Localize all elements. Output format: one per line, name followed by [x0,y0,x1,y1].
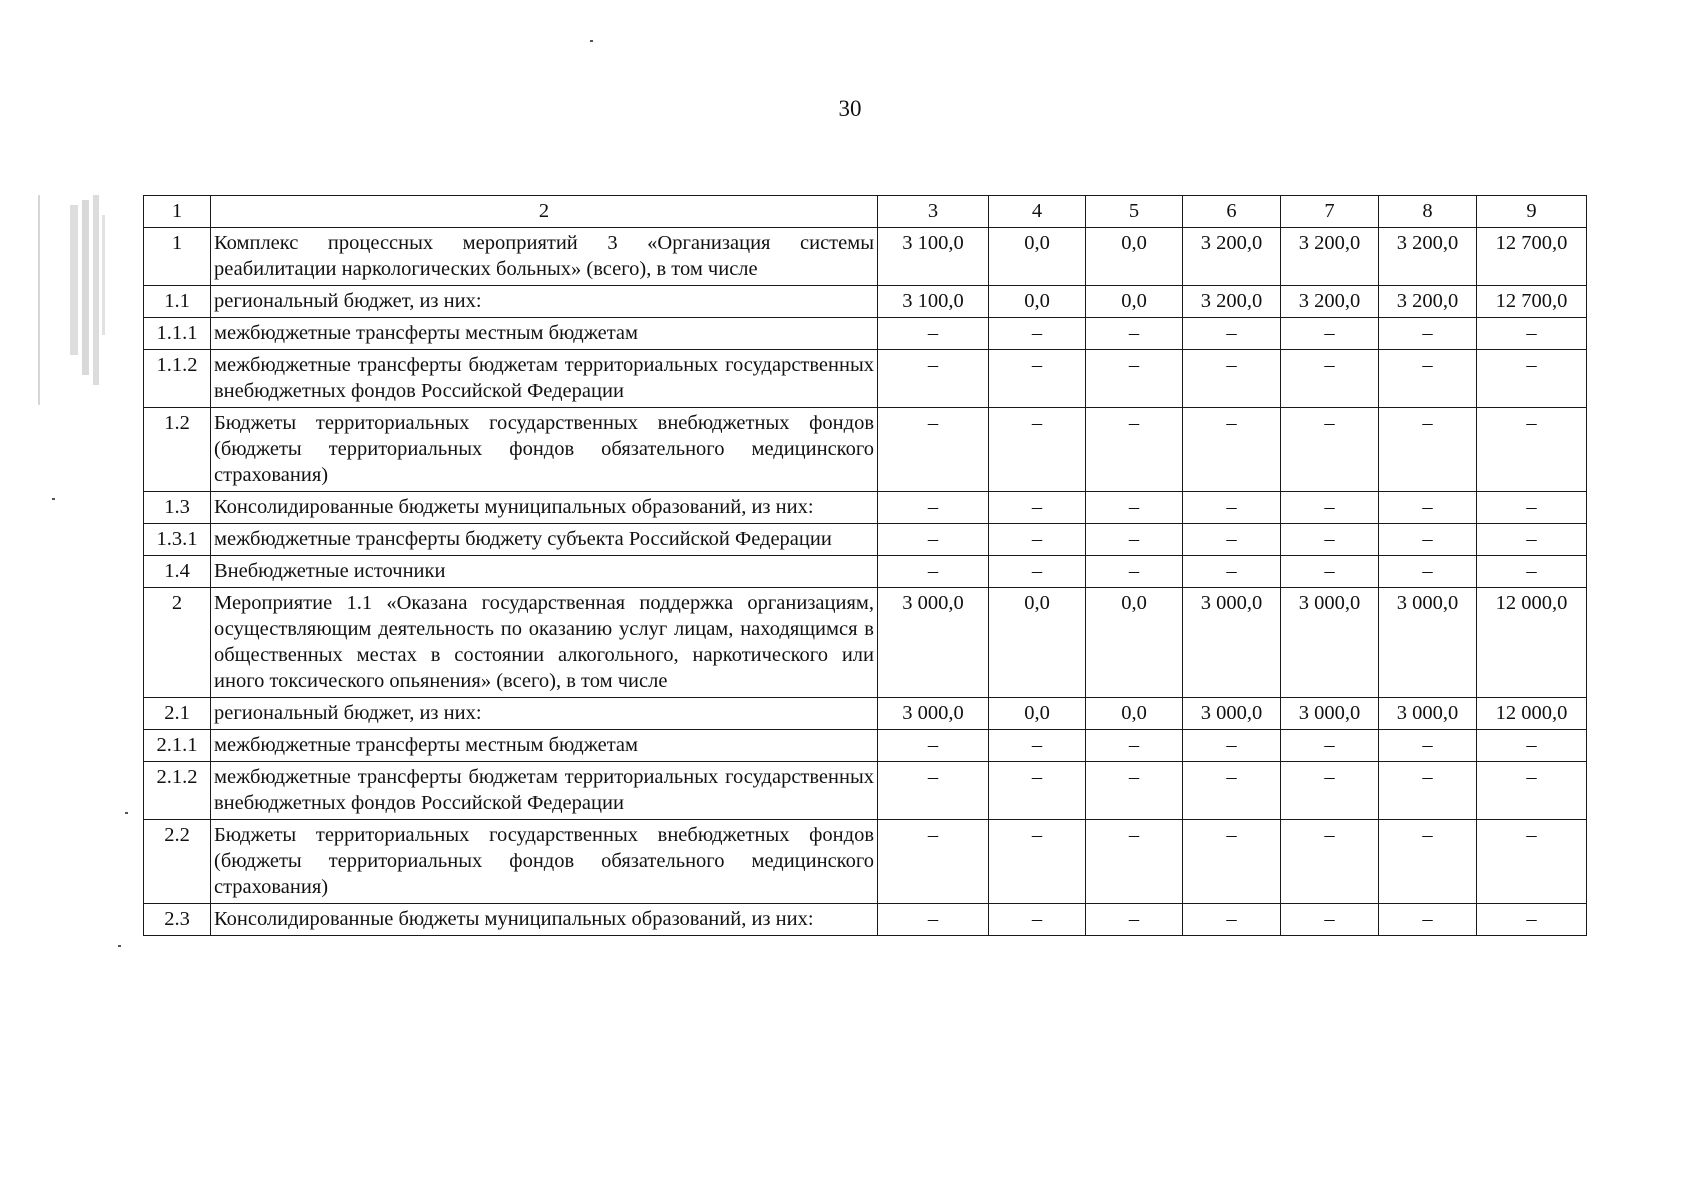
value-col-3: – [878,820,989,904]
value-col-7: – [1281,762,1379,820]
value-col-4: 0,0 [989,286,1086,318]
value-col-4: – [989,904,1086,936]
row-code: 1 [144,228,211,286]
row-code: 1.3.1 [144,524,211,556]
table-row [144,228,1587,286]
value-col-9: – [1477,524,1587,556]
table-row [144,762,1587,820]
value-col-6: – [1183,904,1281,936]
value-col-9: 12 000,0 [1477,588,1587,698]
row-code: 2.1.1 [144,730,211,762]
value-col-3: 3 000,0 [878,588,989,698]
value-col-8: – [1379,904,1477,936]
value-col-6: – [1183,408,1281,492]
row-description: Комплекс процессных мероприятий 3 «Организация системы реабилитации наркологических больных» (всего), в том числе [211,228,878,286]
row-description: межбюджетные трансферты бюджетам территориальных государственных внебюджетных фондов Российской Федерации [211,350,878,408]
table-row [144,492,1587,524]
row-description: региональный бюджет, из них: [211,698,878,730]
value-col-5: 0,0 [1086,228,1183,286]
value-col-8: – [1379,762,1477,820]
value-col-7: 3 000,0 [1281,588,1379,698]
value-col-5: – [1086,762,1183,820]
value-col-3: – [878,762,989,820]
value-col-7: – [1281,492,1379,524]
value-col-5: – [1086,730,1183,762]
value-col-9: 12 700,0 [1477,286,1587,318]
column-header: 1 [144,196,211,228]
value-col-8: 3 200,0 [1379,228,1477,286]
value-col-7: – [1281,408,1379,492]
value-col-8: 3 200,0 [1379,286,1477,318]
value-col-6: – [1183,350,1281,408]
column-header: 9 [1477,196,1587,228]
table-header-row [144,196,1587,228]
value-col-9: 12 000,0 [1477,698,1587,730]
value-col-9: – [1477,904,1587,936]
table-row [144,698,1587,730]
value-col-8: – [1379,820,1477,904]
row-description: региональный бюджет, из них: [211,286,878,318]
value-col-5: – [1086,350,1183,408]
table-row [144,588,1587,698]
row-code: 2.3 [144,904,211,936]
table-row [144,556,1587,588]
table-row [144,730,1587,762]
value-col-4: – [989,350,1086,408]
row-description: Мероприятие 1.1 «Оказана государственная поддержка организациям, осуществляющим деятельность по оказанию услуг лицам, находящимся в общественных местах в состоянии алкогольного, наркотического или иного токсического опьянения» (всего), в том числе [211,588,878,698]
row-code: 1.4 [144,556,211,588]
row-code: 1.1.1 [144,318,211,350]
budget-table [143,195,1587,936]
column-header: 2 [211,196,878,228]
page-number: 30 [838,96,862,121]
row-code: 2.1 [144,698,211,730]
value-col-4: 0,0 [989,228,1086,286]
value-col-5: – [1086,492,1183,524]
table-row [144,350,1587,408]
value-col-6: – [1183,762,1281,820]
value-col-6: 3 000,0 [1183,588,1281,698]
value-col-8: – [1379,730,1477,762]
value-col-6: – [1183,556,1281,588]
value-col-7: – [1281,730,1379,762]
table-row [144,408,1587,492]
value-col-5: – [1086,318,1183,350]
value-col-6: – [1183,524,1281,556]
row-description: Бюджеты территориальных государственных внебюджетных фондов (бюджеты территориальных фондов обязательного медицинского страхования) [211,820,878,904]
value-col-3: – [878,524,989,556]
value-col-7: – [1281,904,1379,936]
value-col-4: 0,0 [989,698,1086,730]
column-header: 7 [1281,196,1379,228]
value-col-6: 3 000,0 [1183,698,1281,730]
value-col-8: – [1379,350,1477,408]
value-col-3: – [878,350,989,408]
scan-speck [125,812,128,814]
row-code: 1.1 [144,286,211,318]
value-col-5: – [1086,904,1183,936]
value-col-9: – [1477,408,1587,492]
value-col-4: – [989,820,1086,904]
value-col-3: 3 000,0 [878,698,989,730]
value-col-5: 0,0 [1086,286,1183,318]
column-header: 4 [989,196,1086,228]
value-col-6: 3 200,0 [1183,286,1281,318]
table-row [144,904,1587,936]
value-col-9: – [1477,318,1587,350]
value-col-7: – [1281,318,1379,350]
value-col-6: – [1183,318,1281,350]
value-col-4: – [989,408,1086,492]
row-code: 2.2 [144,820,211,904]
value-col-3: – [878,318,989,350]
value-col-4: – [989,762,1086,820]
value-col-9: 12 700,0 [1477,228,1587,286]
scan-speck [52,498,55,500]
table-row [144,524,1587,556]
value-col-8: – [1379,318,1477,350]
scan-speck [590,40,593,42]
value-col-7: 3 000,0 [1281,698,1379,730]
value-col-6: – [1183,492,1281,524]
column-header: 3 [878,196,989,228]
value-col-9: – [1477,492,1587,524]
side-stamp-mark [30,195,110,415]
value-col-5: – [1086,524,1183,556]
value-col-3: – [878,408,989,492]
value-col-4: 0,0 [989,588,1086,698]
value-col-4: – [989,318,1086,350]
value-col-5: – [1086,408,1183,492]
column-header: 6 [1183,196,1281,228]
row-description: Бюджеты территориальных государственных внебюджетных фондов (бюджеты территориальных фондов обязательного медицинского страхования) [211,408,878,492]
row-description: Консолидированные бюджеты муниципальных образований, из них: [211,492,878,524]
value-col-5: 0,0 [1086,588,1183,698]
value-col-7: – [1281,350,1379,408]
value-col-8: – [1379,492,1477,524]
value-col-3: – [878,556,989,588]
value-col-6: 3 200,0 [1183,228,1281,286]
row-code: 1.2 [144,408,211,492]
row-code: 2.1.2 [144,762,211,820]
value-col-9: – [1477,556,1587,588]
value-col-9: – [1477,820,1587,904]
value-col-8: – [1379,408,1477,492]
scan-speck [118,945,121,947]
table-row [144,820,1587,904]
value-col-7: – [1281,820,1379,904]
value-col-4: – [989,492,1086,524]
table-row [144,318,1587,350]
value-col-5: 0,0 [1086,698,1183,730]
value-col-4: – [989,556,1086,588]
column-header: 5 [1086,196,1183,228]
row-description: межбюджетные трансферты бюджетам территориальных государственных внебюджетных фондов Российской Федерации [211,762,878,820]
value-col-8: – [1379,524,1477,556]
value-col-7: – [1281,556,1379,588]
value-col-5: – [1086,820,1183,904]
column-header: 8 [1379,196,1477,228]
value-col-3: 3 100,0 [878,286,989,318]
value-col-3: 3 100,0 [878,228,989,286]
value-col-8: 3 000,0 [1379,588,1477,698]
value-col-8: 3 000,0 [1379,698,1477,730]
row-description: Консолидированные бюджеты муниципальных образований, из них: [211,904,878,936]
value-col-6: – [1183,820,1281,904]
value-col-7: – [1281,524,1379,556]
row-code: 1.3 [144,492,211,524]
value-col-9: – [1477,730,1587,762]
value-col-3: – [878,730,989,762]
value-col-7: 3 200,0 [1281,286,1379,318]
value-col-5: – [1086,556,1183,588]
value-col-9: – [1477,350,1587,408]
value-col-8: – [1379,556,1477,588]
row-description: межбюджетные трансферты бюджету субъекта Российской Федерации [211,524,878,556]
table-body [144,196,1587,936]
row-code: 2 [144,588,211,698]
value-col-3: – [878,904,989,936]
row-description: Внебюджетные источники [211,556,878,588]
table-row [144,286,1587,318]
value-col-4: – [989,730,1086,762]
value-col-9: – [1477,762,1587,820]
value-col-6: – [1183,730,1281,762]
row-description: межбюджетные трансферты местным бюджетам [211,318,878,350]
row-code: 1.1.2 [144,350,211,408]
value-col-7: 3 200,0 [1281,228,1379,286]
row-description: межбюджетные трансферты местным бюджетам [211,730,878,762]
value-col-3: – [878,492,989,524]
value-col-4: – [989,524,1086,556]
